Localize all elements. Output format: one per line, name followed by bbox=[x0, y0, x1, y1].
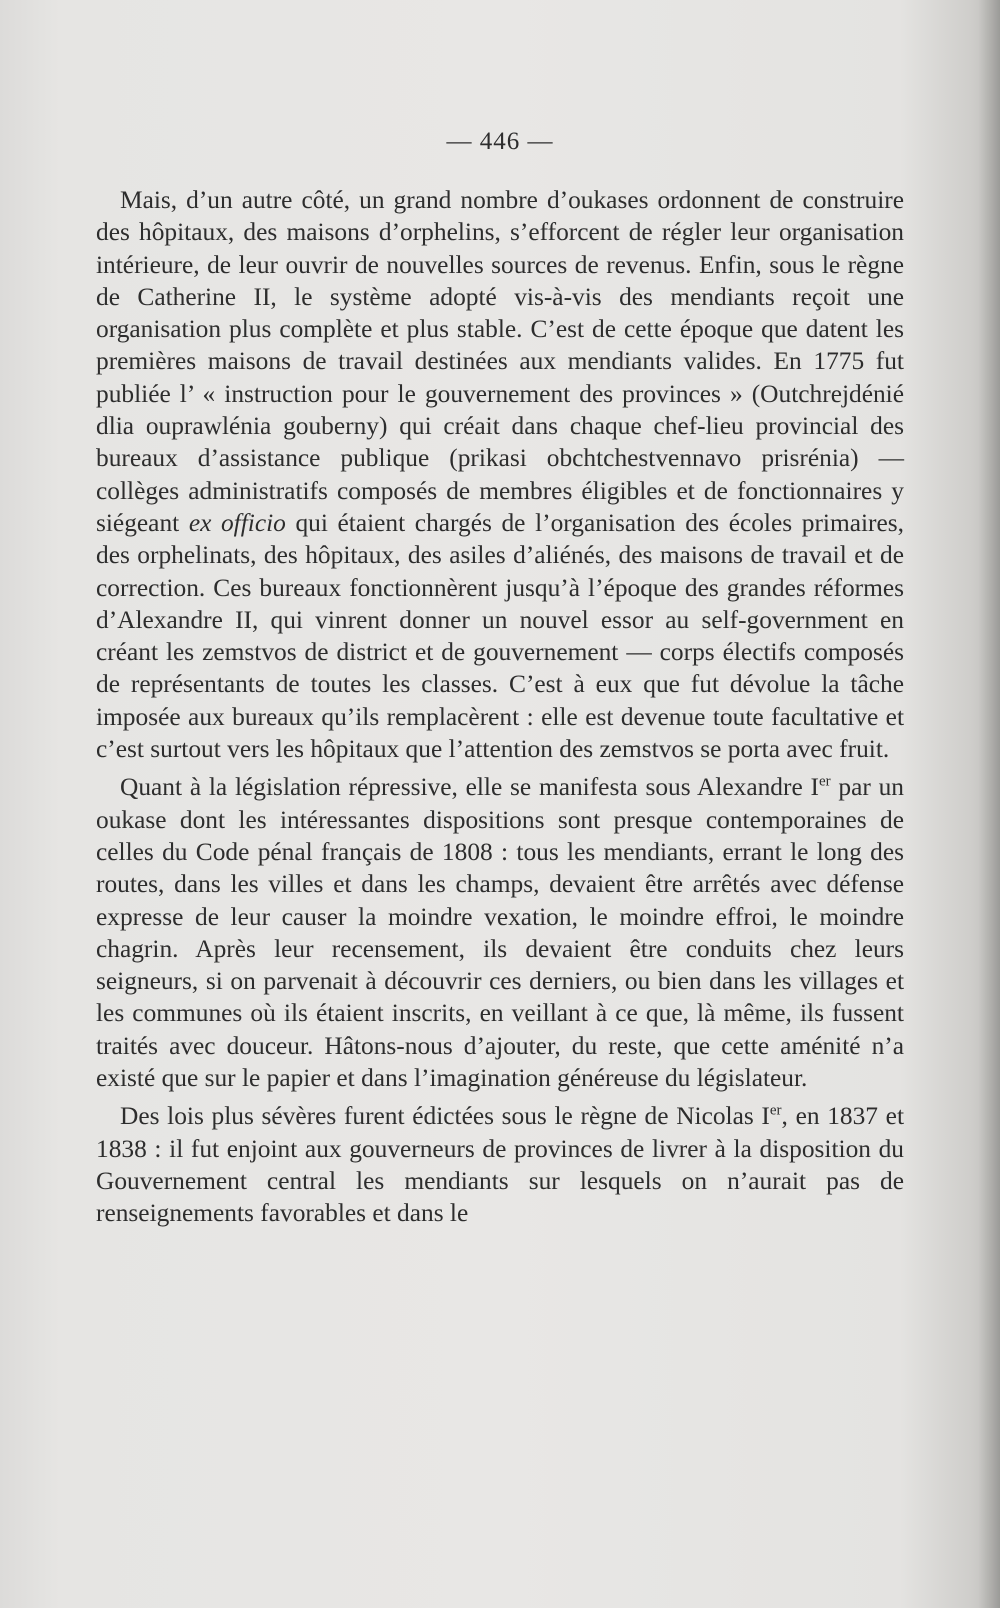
paragraph-2-text-a: Quant à la législation répressive, elle se manifesta sous Alexandre I bbox=[120, 773, 819, 802]
paragraph-2 bbox=[96, 771, 904, 1094]
paragraph-1-text-b: qui étaient chargés de l’organisation des écoles primaires, des orphelinats, des hôpitaux, des asiles d’aliénés, des maisons de travail et de correction. Ces bureaux fonctionnèrent jusqu’à l’époque des grandes réformes d’Alexandre II, qui vinrent donner un nouvel essor au self-government en créant les zemstvos de district et de gouvernement — corps électifs composés de représentants de toutes les classes. C’est à eux que fut dévolue la tâche imposée aux bureaux qu’ils remplacèrent : elle est devenue toute facultative et c’est surtout vers les hôpitaux que l’attention des zemstvos se porta avec fruit. bbox=[96, 508, 904, 764]
page-number: — 446 — bbox=[446, 128, 554, 155]
text-body bbox=[96, 184, 904, 1230]
paragraph-1 bbox=[96, 184, 904, 765]
paragraph-2-superscript: er bbox=[818, 773, 831, 790]
page-edge-shadow bbox=[978, 0, 1000, 1608]
paragraph-1-italic-ex-officio: ex officio bbox=[188, 508, 286, 537]
paragraph-3-text-b: , en 1837 et 1838 : il fut enjoint aux gouverneurs de provinces de livrer à la disposition du Gouvernement central les mendiants sur lesquels on n’aurait pas de renseignements favorables et dans le bbox=[96, 1102, 904, 1228]
paragraph-3-text-a: Des lois plus sévères furent édictées sous le règne de Nicolas I bbox=[120, 1102, 770, 1131]
paragraph-1-text-a: Mais, d’un autre côté, un grand nombre d’oukases ordonnent de construire des hôpitaux, des maisons d’orphelins, s’efforcent de régler leur organisation intérieure, de leur ouvrir de nouvelles sources de revenus. Enfin, sous le règne de Catherine II, le système adopté vis-à-vis des mendiants reçoit une organisation plus complète et plus stable. C’est de cette époque que datent les premières maisons de travail destinées aux mendiants valides. En 1775 fut publiée l’ « instruction pour le gouvernement des provinces » (Outchrejdénié dlia ouprawlénia gouberny) qui créait dans chaque chef-lieu provincial des bureaux d’assistance publique (prikasi obchtchestvennavo prisrénia) — collèges administratifs composés de membres éligibles et de fonctionnaires y siégeant bbox=[96, 186, 904, 537]
paragraph-3 bbox=[96, 1100, 904, 1229]
paragraph-3-superscript: er bbox=[769, 1102, 782, 1119]
paragraph-2-text-b: par un oukase dont les intéressantes dispositions sont presque contemporaines de celles du Code pénal français de 1808 : tous les mendiants, errant le long des routes, dans les villes et dans les champs, devaient être arrêtés avec défense expresse de leur causer la moindre vexation, le moindre effroi, le moindre chagrin. Après leur recensement, ils devaient être conduits chez leurs seigneurs, si on parvenait à découvrir ces derniers, ou bien dans les villages et les communes où ils étaient inscrits, en veillant à ce que, là même, ils fussent traités avec douceur. Hâtons-nous d’ajouter, du reste, que cette aménité n’a existé que sur le papier et dans l’imagination généreuse du législateur. bbox=[96, 773, 904, 1093]
